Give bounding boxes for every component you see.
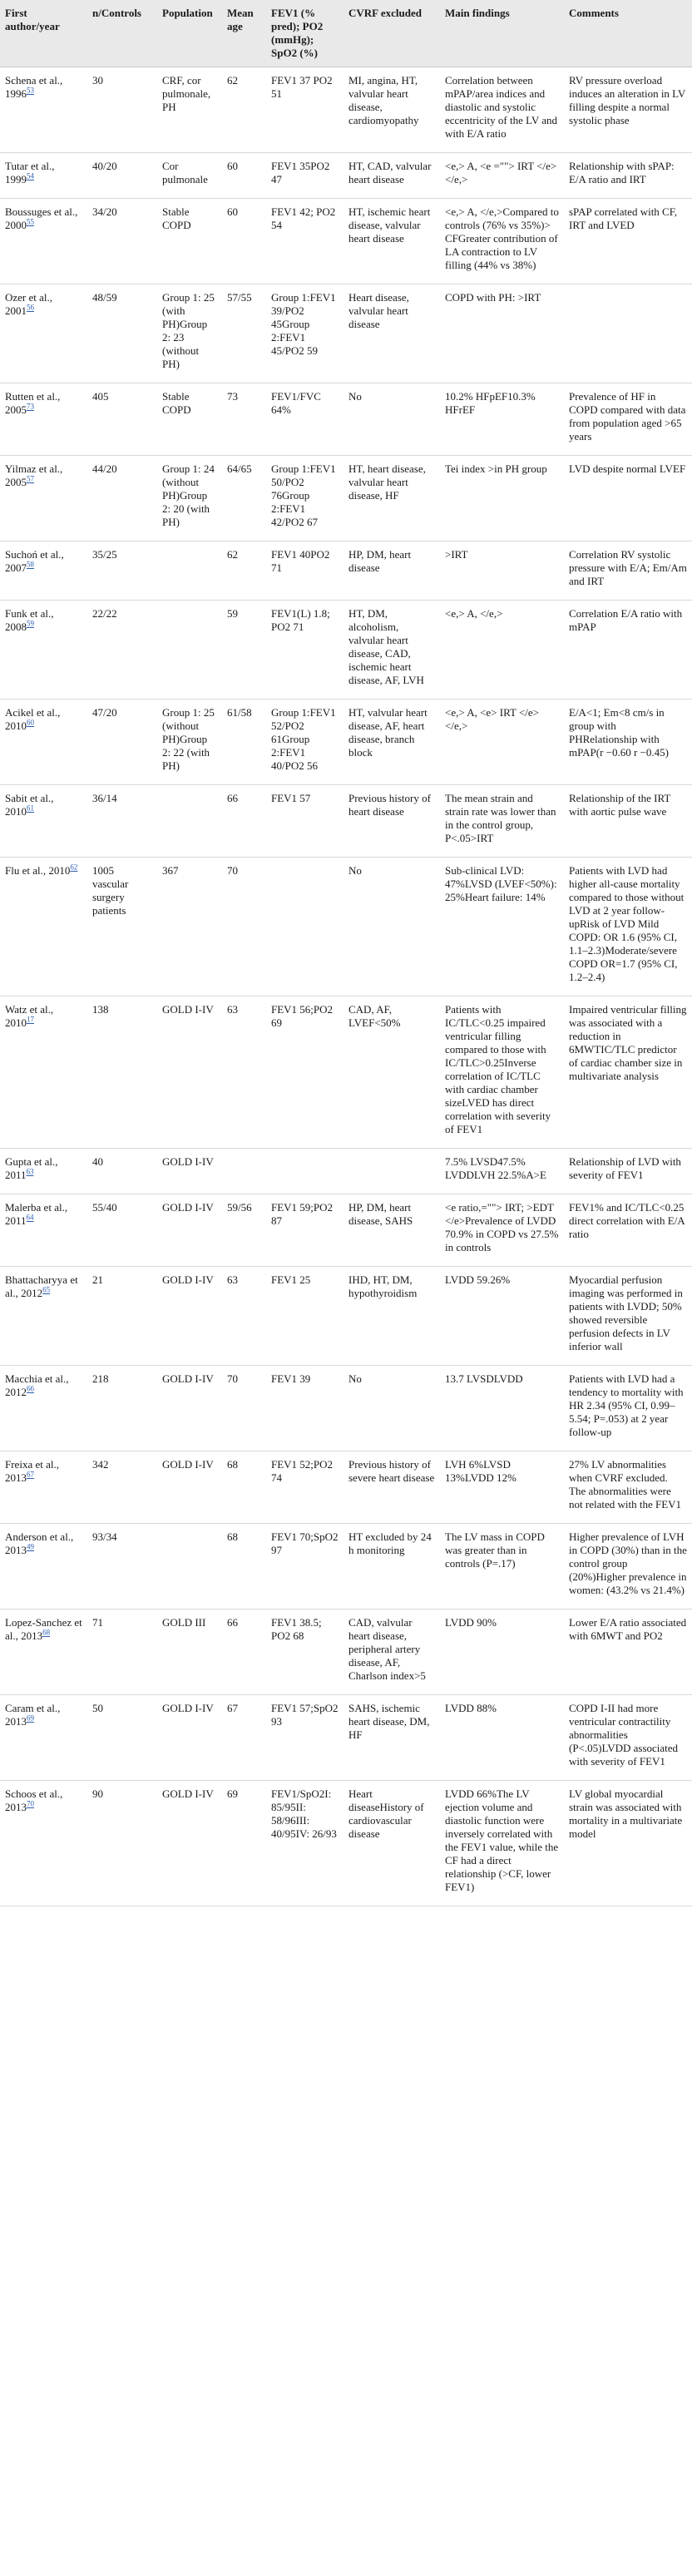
author-text: Rutten et al., 2005 bbox=[5, 390, 61, 416]
cell-fev: FEV1 38.5; PO2 68 bbox=[266, 1609, 344, 1695]
cell-population: GOLD I-IV bbox=[157, 1451, 222, 1524]
table-row bbox=[0, 1267, 692, 1366]
cell-author bbox=[0, 1451, 87, 1524]
reference-link[interactable]: 66 bbox=[27, 1384, 34, 1393]
cell-fev: Group 1:FEV1 39/PO2 45Group 2:FEV1 45/PO2 59 bbox=[266, 284, 344, 383]
cell-population: Stable COPD bbox=[157, 383, 222, 456]
author-text: Gupta et al., 2011 bbox=[5, 1155, 58, 1181]
cell-fev bbox=[266, 858, 344, 996]
cell-mean-age: 62 bbox=[222, 541, 266, 601]
cell-mean-age: 67 bbox=[222, 1695, 266, 1781]
cell-mean-age: 59 bbox=[222, 601, 266, 700]
cell-cvrf: HT, valvular heart disease, AF, heart disease, branch block bbox=[344, 700, 440, 785]
reference-link[interactable]: 57 bbox=[27, 474, 34, 483]
reference-link[interactable]: 65 bbox=[42, 1285, 51, 1294]
table-row bbox=[0, 601, 692, 700]
cell-comments: Patients with LVD had higher all-cause mortality compared to those without LVD at 2 year follow-upRisk of LVD Mild COPD: OR 1.6 (95% CI, 1.1–2.3)Moderate/severe COPD OR=1.7 (95% CI, 1.2–2.4) bbox=[564, 858, 692, 996]
table-row bbox=[0, 153, 692, 199]
cell-n-controls: 40 bbox=[87, 1149, 157, 1194]
cell-population: GOLD I-IV bbox=[157, 1267, 222, 1366]
cell-fev: FEV1 39 bbox=[266, 1366, 344, 1451]
header-findings: Main findings bbox=[440, 0, 564, 67]
cell-cvrf: IHD, HT, DM, hypothyroidism bbox=[344, 1267, 440, 1366]
cell-mean-age: 60 bbox=[222, 153, 266, 199]
cell-comments: Relationship of the IRT with aortic pulse wave bbox=[564, 785, 692, 858]
table-row bbox=[0, 284, 692, 383]
cell-author bbox=[0, 996, 87, 1149]
cell-findings: Patients with IC/TLC<0.25 impaired ventricular filling compared to those with IC/TLC>0.25Inverse correlation of IC/TLC with cardiac chamber sizeLVED has direct correlation with severity of FEV1 bbox=[440, 996, 564, 1149]
cell-author bbox=[0, 383, 87, 456]
reference-link[interactable]: 60 bbox=[27, 718, 34, 727]
cell-n-controls: 48/59 bbox=[87, 284, 157, 383]
cell-findings: Tei index >in PH group bbox=[440, 456, 564, 541]
cell-population: GOLD I-IV bbox=[157, 1781, 222, 1906]
cell-fev bbox=[266, 1149, 344, 1194]
cell-population: GOLD I-IV bbox=[157, 1695, 222, 1781]
cell-cvrf: HT, CAD, valvular heart disease bbox=[344, 153, 440, 199]
cell-n-controls: 22/22 bbox=[87, 601, 157, 700]
cell-n-controls: 55/40 bbox=[87, 1194, 157, 1267]
cell-population: Group 1: 25 (without PH)Group 2: 22 (with PH) bbox=[157, 700, 222, 785]
cell-mean-age: 64/65 bbox=[222, 456, 266, 541]
cell-fev: FEV1 59;PO2 87 bbox=[266, 1194, 344, 1267]
table-row bbox=[0, 67, 692, 153]
cell-fev: FEV1 57 bbox=[266, 785, 344, 858]
cell-fev: FEV1 40PO2 71 bbox=[266, 541, 344, 601]
cell-population: GOLD III bbox=[157, 1609, 222, 1695]
cell-population bbox=[157, 541, 222, 601]
cell-findings: Sub-clinical LVD: 47%LVSD (LVEF<50%): 25%Heart failure: 14% bbox=[440, 858, 564, 996]
table-row bbox=[0, 1366, 692, 1451]
table-header bbox=[0, 0, 692, 67]
cell-cvrf: Heart disease, valvular heart disease bbox=[344, 284, 440, 383]
cell-n-controls: 90 bbox=[87, 1781, 157, 1906]
cell-mean-age: 57/55 bbox=[222, 284, 266, 383]
cell-n-controls: 93/34 bbox=[87, 1524, 157, 1609]
author-text: Tutar et al., 1999 bbox=[5, 160, 55, 185]
cell-mean-age: 62 bbox=[222, 67, 266, 153]
cell-cvrf: No bbox=[344, 383, 440, 456]
cell-mean-age: 60 bbox=[222, 199, 266, 284]
cell-cvrf: HP, DM, heart disease, SAHS bbox=[344, 1194, 440, 1267]
cell-cvrf: No bbox=[344, 1366, 440, 1451]
cell-mean-age: 70 bbox=[222, 1366, 266, 1451]
cell-population: 367 bbox=[157, 858, 222, 996]
cell-findings: <e,> A, <e> IRT </e> </e,> bbox=[440, 700, 564, 785]
cell-cvrf: MI, angina, HT, valvular heart disease, cardiomyopathy bbox=[344, 67, 440, 153]
cell-findings: <e,> A, </e,>Compared to controls (76% vs 35%)> CFGreater contribution of LA contraction to LV filling (44% vs 38%) bbox=[440, 199, 564, 284]
cell-author bbox=[0, 199, 87, 284]
cell-author bbox=[0, 601, 87, 700]
cell-author bbox=[0, 456, 87, 541]
author-text: Anderson et al., 2013 bbox=[5, 1530, 74, 1556]
cell-fev: FEV1(L) 1.8; PO2 71 bbox=[266, 601, 344, 700]
reference-link[interactable]: 55 bbox=[27, 217, 34, 226]
cell-mean-age: 59/56 bbox=[222, 1194, 266, 1267]
table-row bbox=[0, 456, 692, 541]
table-row bbox=[0, 1524, 692, 1609]
reference-link[interactable]: 62 bbox=[70, 863, 78, 872]
cell-findings: LVDD 88% bbox=[440, 1695, 564, 1781]
cell-cvrf: HP, DM, heart disease bbox=[344, 541, 440, 601]
cell-comments: RV pressure overload induces an alteration in LV filling despite a normal systolic phase bbox=[564, 67, 692, 153]
author-text: Freixa et al., 2013 bbox=[5, 1458, 59, 1484]
cell-findings: 13.7 LVSDLVDD bbox=[440, 1366, 564, 1451]
author-text: Yilmaz et al., 2005 bbox=[5, 462, 63, 488]
cell-author bbox=[0, 858, 87, 996]
reference-link[interactable]: 63 bbox=[26, 1167, 34, 1176]
cell-n-controls: 44/20 bbox=[87, 456, 157, 541]
cell-findings: COPD with PH: >IRT bbox=[440, 284, 564, 383]
header-author: First author/year bbox=[0, 0, 87, 67]
reference-link[interactable]: 67 bbox=[27, 1470, 34, 1479]
cell-population: Group 1: 24 (without PH)Group 2: 20 (with PH) bbox=[157, 456, 222, 541]
reference-link[interactable]: 69 bbox=[27, 1713, 34, 1723]
cell-n-controls: 35/25 bbox=[87, 541, 157, 601]
cell-fev: FEV1 35PO2 47 bbox=[266, 153, 344, 199]
cell-comments: FEV1% and IC/TLC<0.25 direct correlation with E/A ratio bbox=[564, 1194, 692, 1267]
table-row bbox=[0, 199, 692, 284]
cell-cvrf: SAHS, ischemic heart disease, DM, HF bbox=[344, 1695, 440, 1781]
cell-population: GOLD I-IV bbox=[157, 1194, 222, 1267]
header-row bbox=[0, 0, 692, 67]
author-text: Boussuges et al., 2000 bbox=[5, 205, 78, 231]
author-text: Funk et al., 2008 bbox=[5, 607, 54, 633]
table-row bbox=[0, 1609, 692, 1695]
cell-comments: Correlation E/A ratio with mPAP bbox=[564, 601, 692, 700]
cell-author bbox=[0, 1149, 87, 1194]
cell-fev: FEV1 37 PO2 51 bbox=[266, 67, 344, 153]
cell-population: GOLD I-IV bbox=[157, 1149, 222, 1194]
cell-author bbox=[0, 700, 87, 785]
author-text: Watz et al., 2010 bbox=[5, 1003, 54, 1029]
cell-author bbox=[0, 1267, 87, 1366]
table-row bbox=[0, 1451, 692, 1524]
cell-author bbox=[0, 1609, 87, 1695]
table-row bbox=[0, 383, 692, 456]
author-text: Schoos et al., 2013 bbox=[5, 1787, 63, 1813]
cell-comments: Higher prevalence of LVH in COPD (30%) than in the control group (20%)Higher prevalence in women: (43.2% vs 21.4%) bbox=[564, 1524, 692, 1609]
cell-author bbox=[0, 1524, 87, 1609]
header-comments: Comments bbox=[564, 0, 692, 67]
cell-cvrf: Previous history of severe heart disease bbox=[344, 1451, 440, 1524]
cell-n-controls: 138 bbox=[87, 996, 157, 1149]
cell-population: Cor pulmonale bbox=[157, 153, 222, 199]
cell-n-controls: 1005 vascular surgery patients bbox=[87, 858, 157, 996]
cell-comments: Impaired ventricular filling was associated with a reduction in 6MWTIC/TLC predictor of cardiac chamber size in multivariate analysis bbox=[564, 996, 692, 1149]
reference-link[interactable]: 68 bbox=[42, 1628, 51, 1637]
cell-comments: Relationship with sPAP: E/A ratio and IRT bbox=[564, 153, 692, 199]
cell-mean-age: 63 bbox=[222, 1267, 266, 1366]
cell-n-controls: 342 bbox=[87, 1451, 157, 1524]
cell-comments: E/A<1; Em<8 cm/s in group with PHRelationship with mPAP(r −0.60 r −0.45) bbox=[564, 700, 692, 785]
cell-findings: The mean strain and strain rate was lower than in the control group, P<.05>IRT bbox=[440, 785, 564, 858]
cell-population: GOLD I-IV bbox=[157, 996, 222, 1149]
cell-cvrf: HT, DM, alcoholism, valvular heart disease, CAD, ischemic heart disease, AF, LVH bbox=[344, 601, 440, 700]
cell-author bbox=[0, 1194, 87, 1267]
reference-link[interactable]: 59 bbox=[27, 619, 34, 628]
cell-findings: 7.5% LVSD47.5% LVDDLVH 22.5%A>E bbox=[440, 1149, 564, 1194]
cell-comments: COPD I-II had more ventricular contractility abnormalities (P<.05)LVDD associated with severity of FEV1 bbox=[564, 1695, 692, 1781]
cell-population bbox=[157, 785, 222, 858]
table-row bbox=[0, 700, 692, 785]
cell-comments: Relationship of LVD with severity of FEV1 bbox=[564, 1149, 692, 1194]
cell-n-controls: 405 bbox=[87, 383, 157, 456]
cell-fev: FEV1 57;SpO2 93 bbox=[266, 1695, 344, 1781]
cell-mean-age: 73 bbox=[222, 383, 266, 456]
cell-findings: Correlation between mPAP/area indices and diastolic and systolic eccentricity of the LV and with E/A ratio bbox=[440, 67, 564, 153]
table-row bbox=[0, 1194, 692, 1267]
cell-comments: LV global myocardial strain was associated with mortality in a multivariate model bbox=[564, 1781, 692, 1906]
reference-link[interactable]: 53 bbox=[27, 86, 34, 95]
cell-fev: Group 1:FEV1 50/PO2 76Group 2:FEV1 42/PO2 67 bbox=[266, 456, 344, 541]
cell-cvrf: CAD, valvular heart disease, peripheral artery disease, AF, Charlson index>5 bbox=[344, 1609, 440, 1695]
reference-link[interactable]: 54 bbox=[27, 171, 34, 180]
cell-population bbox=[157, 601, 222, 700]
cell-mean-age: 70 bbox=[222, 858, 266, 996]
cell-author bbox=[0, 284, 87, 383]
cell-cvrf: Previous history of heart disease bbox=[344, 785, 440, 858]
cell-author bbox=[0, 1781, 87, 1906]
cell-cvrf: CAD, AF, LVEF<50% bbox=[344, 996, 440, 1149]
author-text: Bhattacharyya et al., 2012 bbox=[5, 1273, 78, 1299]
cell-findings: LVDD 59.26% bbox=[440, 1267, 564, 1366]
author-text: Flu et al., 2010 bbox=[5, 864, 71, 877]
header-cvrf: CVRF excluded bbox=[344, 0, 440, 67]
cell-author bbox=[0, 785, 87, 858]
cell-author bbox=[0, 1695, 87, 1781]
cell-comments bbox=[564, 284, 692, 383]
cell-n-controls: 21 bbox=[87, 1267, 157, 1366]
cell-population bbox=[157, 1524, 222, 1609]
author-text: Lopez-Sanchez et al., 2013 bbox=[5, 1616, 82, 1642]
cell-cvrf: HT, heart disease, valvular heart disease, HF bbox=[344, 456, 440, 541]
cell-fev: FEV1 56;PO2 69 bbox=[266, 996, 344, 1149]
cell-cvrf: HT excluded by 24 h monitoring bbox=[344, 1524, 440, 1609]
cell-findings: LVDD 66%The LV ejection volume and diastolic function were inversely correlated with the FEV1 value, while the CF had a direct relationship (>CF, lower FEV1) bbox=[440, 1781, 564, 1906]
table-row bbox=[0, 541, 692, 601]
cell-mean-age: 68 bbox=[222, 1451, 266, 1524]
cell-findings: LVDD 90% bbox=[440, 1609, 564, 1695]
cell-n-controls: 50 bbox=[87, 1695, 157, 1781]
author-text: Acikel et al., 2010 bbox=[5, 706, 61, 732]
table-row bbox=[0, 1149, 692, 1194]
header-fev: FEV1 (% pred); PO2 (mmHg); SpO2 (%) bbox=[266, 0, 344, 67]
cell-mean-age: 63 bbox=[222, 996, 266, 1149]
cell-findings: LVH 6%LVSD 13%LVDD 12% bbox=[440, 1451, 564, 1524]
cell-comments: Prevalence of HF in COPD compared with data from population aged >65 years bbox=[564, 383, 692, 456]
cell-comments: Patients with LVD had a tendency to mortality with HR 2.34 (95% CI, 0.99–5.54; P=.053) at 2 year follow-up bbox=[564, 1366, 692, 1451]
cell-comments: Myocardial perfusion imaging was performed in patients with LVDD; 50% showed reversible perfusion defects in LV inferior wall bbox=[564, 1267, 692, 1366]
cell-findings: 10.2% HFpEF10.3% HFrEF bbox=[440, 383, 564, 456]
cell-fev: FEV1 42; PO2 54 bbox=[266, 199, 344, 284]
cell-population: CRF, cor pulmonale, PH bbox=[157, 67, 222, 153]
cell-cvrf bbox=[344, 1149, 440, 1194]
author-text: Ozer et al., 2001 bbox=[5, 291, 53, 317]
cell-mean-age: 61/58 bbox=[222, 700, 266, 785]
cell-comments: sPAP correlated with CF, IRT and LVED bbox=[564, 199, 692, 284]
reference-link[interactable]: 58 bbox=[27, 560, 34, 569]
cell-fev: FEV1 25 bbox=[266, 1267, 344, 1366]
cell-cvrf: HT, ischemic heart disease, valvular heart disease bbox=[344, 199, 440, 284]
cell-comments: Lower E/A ratio associated with 6MWT and PO2 bbox=[564, 1609, 692, 1695]
cell-mean-age bbox=[222, 1149, 266, 1194]
cell-comments: LVD despite normal LVEF bbox=[564, 456, 692, 541]
cell-findings: <e,> A, </e,> bbox=[440, 601, 564, 700]
cell-fev: Group 1:FEV1 52/PO2 61Group 2:FEV1 40/PO2 56 bbox=[266, 700, 344, 785]
cell-population: Stable COPD bbox=[157, 199, 222, 284]
cell-mean-age: 68 bbox=[222, 1524, 266, 1609]
cell-n-controls: 30 bbox=[87, 67, 157, 153]
reference-link[interactable]: 64 bbox=[26, 1213, 34, 1222]
header-population: Population bbox=[157, 0, 222, 67]
cell-fev: FEV1 52;PO2 74 bbox=[266, 1451, 344, 1524]
reference-link[interactable]: 61 bbox=[27, 803, 34, 813]
cell-population: Group 1: 25 (with PH)Group 2: 23 (without PH) bbox=[157, 284, 222, 383]
reference-link[interactable]: 56 bbox=[27, 303, 34, 312]
cell-n-controls: 36/14 bbox=[87, 785, 157, 858]
author-text: Suchoń et al., 2007 bbox=[5, 548, 64, 574]
cell-cvrf: No bbox=[344, 858, 440, 996]
header-mean-age: Mean age bbox=[222, 0, 266, 67]
cell-findings: The LV mass in COPD was greater than in controls (P=.17) bbox=[440, 1524, 564, 1609]
table-row bbox=[0, 858, 692, 996]
cell-n-controls: 34/20 bbox=[87, 199, 157, 284]
cell-fev: FEV1 70;SpO2 97 bbox=[266, 1524, 344, 1609]
cell-author bbox=[0, 67, 87, 153]
cell-fev: FEV1/SpO2I: 85/95II: 58/96III: 40/95IV: 26/93 bbox=[266, 1781, 344, 1906]
cell-n-controls: 47/20 bbox=[87, 700, 157, 785]
table-body bbox=[0, 67, 692, 1906]
cell-cvrf: Heart diseaseHistory of cardiovascular disease bbox=[344, 1781, 440, 1906]
cell-author bbox=[0, 1366, 87, 1451]
cell-fev: FEV1/FVC 64% bbox=[266, 383, 344, 456]
cell-comments: 27% LV abnormalities when CVRF excluded. The abnormalities were not related with the FEV1 bbox=[564, 1451, 692, 1524]
cell-mean-age: 66 bbox=[222, 785, 266, 858]
cell-n-controls: 40/20 bbox=[87, 153, 157, 199]
table-row bbox=[0, 1695, 692, 1781]
cell-comments: Correlation RV systolic pressure with E/A; Em/Am and IRT bbox=[564, 541, 692, 601]
cell-author bbox=[0, 153, 87, 199]
cell-findings: <e,> A, <e =""> IRT </e> </e,> bbox=[440, 153, 564, 199]
author-text: Macchia et al., 2012 bbox=[5, 1372, 69, 1398]
table-row bbox=[0, 996, 692, 1149]
cell-author bbox=[0, 541, 87, 601]
table-row bbox=[0, 785, 692, 858]
cell-mean-age: 69 bbox=[222, 1781, 266, 1906]
header-n-controls: n/Controls bbox=[87, 0, 157, 67]
reference-link[interactable]: 17 bbox=[27, 1015, 34, 1024]
cell-findings: <e ratio,=""> IRT; >EDT </e>Prevalence of LVDD 70.9% in COPD vs 27.5% in controls bbox=[440, 1194, 564, 1267]
author-text: Sabit et al., 2010 bbox=[5, 792, 54, 818]
table-row bbox=[0, 1781, 692, 1906]
author-text: Schena et al., 1996 bbox=[5, 74, 63, 100]
cell-population: GOLD I-IV bbox=[157, 1366, 222, 1451]
author-text: Caram et al., 2013 bbox=[5, 1702, 61, 1728]
cell-findings: >IRT bbox=[440, 541, 564, 601]
cell-n-controls: 71 bbox=[87, 1609, 157, 1695]
reference-link[interactable]: 73 bbox=[27, 402, 34, 411]
reference-link[interactable]: 49 bbox=[27, 1542, 34, 1551]
author-text: Malerba et al., 2011 bbox=[5, 1201, 68, 1227]
reference-link[interactable]: 70 bbox=[27, 1799, 34, 1808]
cell-mean-age: 66 bbox=[222, 1609, 266, 1695]
cell-n-controls: 218 bbox=[87, 1366, 157, 1451]
